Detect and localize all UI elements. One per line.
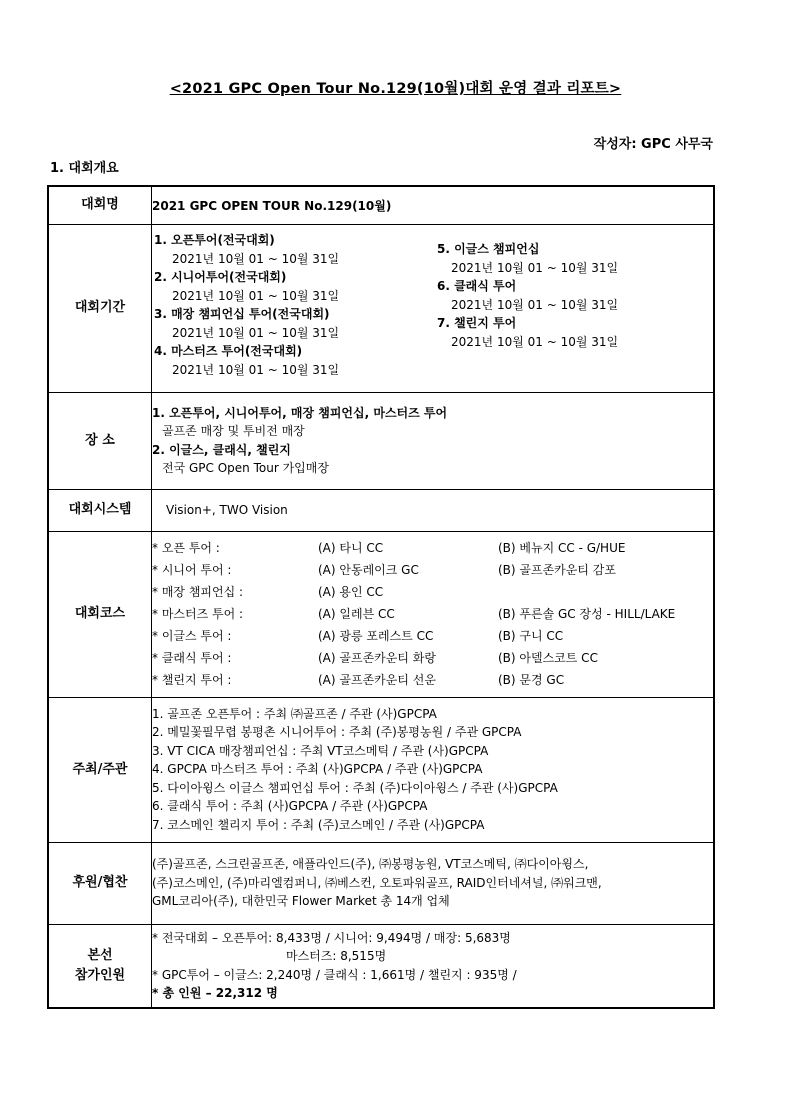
venue-line: 1. 오픈투어, 시니어투어, 매장 챔피언십, 마스터즈 투어: [152, 405, 448, 420]
row-label-venue: 장 소: [48, 392, 152, 489]
period-item-date: 2021년 10월 01 ~ 10월 31일: [172, 362, 340, 377]
period-item-date: 2021년 10월 01 ~ 10월 31일: [172, 288, 340, 303]
period-item-date: 2021년 10월 01 ~ 10월 31일: [451, 334, 619, 349]
course-a: (A) 안동레이크 GC: [318, 563, 419, 577]
period-left-column: [152, 231, 437, 379]
participants-line: * GPC투어 – 이글스: 2,240명 / 클래식 : 1,661명 / 챌린지 : 935명 /: [152, 967, 517, 982]
row-label-host: 주최/주관: [48, 697, 152, 842]
course-b: (B) 문경 GC: [498, 673, 565, 687]
row-period: [48, 224, 714, 392]
course-a: (A) 골프존카운티 화랑: [318, 651, 436, 665]
sponsor-line: (주)골프존, 스크린골프존, 애플라인드(주), ㈜봉평농원, VT코스메틱, ㈜다이아윙스,: [152, 857, 589, 872]
participants-total: * 총 인원 – 22,312 명: [152, 986, 278, 1001]
venue-line: 골프존 매장 및 투비전 매장: [162, 424, 305, 438]
venue-content: [152, 392, 715, 489]
course-tour: * 시니어 투어 :: [152, 563, 232, 577]
course-b: (B) 아델스코트 CC: [498, 651, 598, 665]
row-participants: [48, 924, 714, 1008]
course-tour: * 오픈 투어 :: [152, 541, 220, 555]
period-item-name: 2. 시니어투어(전국대회): [154, 270, 287, 284]
period-item-name: 5. 이글스 챔피언십: [437, 242, 540, 256]
sponsor-line: GML코리아(주), 대한민국 Flower Market 총 14개 업체: [152, 894, 450, 909]
row-label-participants: [48, 924, 152, 1008]
participants-content: [152, 924, 715, 1008]
participants-label-line: 참가인원: [74, 967, 126, 983]
course-row: [152, 669, 713, 691]
row-name: [48, 186, 714, 224]
host-item: 2. 메밀꽃필무렵 봉평촌 시니어투어 : 주최 (주)봉평농원 / 주관 GPCPA: [152, 725, 522, 740]
period-item-name: 4. 마스터즈 투어(전국대회): [154, 344, 303, 358]
period-item-name: 1. 오픈투어(전국대회): [154, 233, 275, 247]
host-item: 7. 코스메인 챌리지 투어 : 주최 (주)코스메인 / 주관 (사)GPCPA: [152, 817, 485, 832]
row-venue: [48, 392, 714, 489]
host-item: 3. VT CICA 매장챔피언십 : 주최 VT코스메틱 / 주관 (사)GPCPA: [152, 743, 489, 758]
course-a: (A) 광릉 포레스트 CC: [318, 629, 434, 643]
course-b: (B) 베뉴지 CC - G/HUE: [498, 541, 626, 555]
course-row: [152, 647, 713, 669]
courses-content: [152, 531, 715, 697]
participants-label-line: 본선: [87, 947, 113, 963]
course-b: (B) 구니 CC: [498, 629, 564, 643]
course-tour: * 이글스 투어 :: [152, 629, 232, 643]
period-item-name: 3. 매장 챔피언십 투어(전국대회): [154, 307, 330, 321]
course-tour: * 매장 챔피언십 :: [152, 585, 244, 599]
period-content: [152, 224, 715, 392]
sponsor-content: [152, 842, 715, 924]
period-item-date: 2021년 10월 01 ~ 10월 31일: [451, 297, 619, 312]
course-row: [152, 537, 713, 559]
author: 작성자: GPC 사무국: [593, 137, 713, 152]
row-label-name: 대회명: [48, 186, 152, 224]
sponsor-line: (주)코스메인, (주)마리엘컴퍼니, ㈜베스컨, 오토파워골프, RAID인터네셔널, ㈜워크맨,: [152, 875, 602, 890]
host-item: 5. 다이아윙스 이글스 챔피언십 투어 : 주최 (주)다이아윙스 / 주관 (사)GPCPA: [152, 780, 558, 795]
course-a: (A) 일레븐 CC: [318, 607, 395, 621]
period-item-date: 2021년 10월 01 ~ 10월 31일: [172, 251, 340, 266]
row-system: [48, 489, 714, 531]
period-item-date: 2021년 10월 01 ~ 10월 31일: [172, 325, 340, 340]
system-value: Vision+, TWO Vision: [152, 489, 715, 531]
row-courses: [48, 531, 714, 697]
venue-line: 2. 이글스, 클래식, 챌린지: [152, 442, 291, 457]
course-row: [152, 581, 713, 603]
course-tour: * 챌린지 투어 :: [152, 673, 232, 687]
host-item: 1. 골프존 오픈투어 : 주최 ㈜골프존 / 주관 (사)GPCPA: [152, 706, 437, 721]
period-item-name: 6. 클래식 투어: [437, 279, 517, 293]
row-label-sponsor: 후원/협찬: [48, 842, 152, 924]
course-b: [498, 581, 698, 603]
participants-line: * 전국대회 – 오픈투어: 8,433명 / 시니어: 9,494명 / 매장: 5,683명: [152, 930, 511, 945]
course-b: (B) 골프존카운티 감포: [498, 563, 616, 577]
participants-line: 마스터즈: 8,515명: [286, 949, 387, 964]
course-a: (A) 타니 CC: [318, 541, 384, 555]
row-host: [48, 697, 714, 842]
course-tour: * 마스터즈 투어 :: [152, 607, 244, 621]
course-row: [152, 559, 713, 581]
course-a: (A) 용인 CC: [318, 585, 384, 599]
row-label-system: 대회시스템: [48, 489, 152, 531]
host-item: 4. GPCPA 마스터즈 투어 : 주최 (사)GPCPA / 주관 (사)GPCPA: [152, 762, 483, 777]
venue-line: 전국 GPC Open Tour 가입매장: [162, 461, 329, 475]
row-sponsor: [48, 842, 714, 924]
tournament-name: 2021 GPC OPEN TOUR No.129(10월): [152, 186, 715, 224]
course-row: [152, 603, 713, 625]
course-a: (A) 골프존카운티 선운: [318, 673, 436, 687]
row-label-courses: 대회코스: [48, 531, 152, 697]
host-item: 6. 클래식 투어 : 주최 (사)GPCPA / 주관 (사)GPCPA: [152, 799, 428, 814]
report-title: <2021 GPC Open Tour No.129(10월)대회 운영 결과 리포트>: [169, 81, 622, 97]
course-b: (B) 푸른솔 GC 장성 - HILL/LAKE: [498, 607, 676, 621]
period-right-column: [437, 231, 618, 379]
row-label-period: 대회기간: [48, 224, 152, 392]
period-item-date: 2021년 10월 01 ~ 10월 31일: [451, 260, 619, 275]
course-row: [152, 625, 713, 647]
overview-table: [47, 185, 715, 1009]
host-content: [152, 697, 715, 842]
section-heading: 1. 대회개요: [50, 161, 119, 176]
course-tour: * 클래식 투어 :: [152, 651, 232, 665]
period-item-name: 7. 챌린지 투어: [437, 316, 517, 330]
